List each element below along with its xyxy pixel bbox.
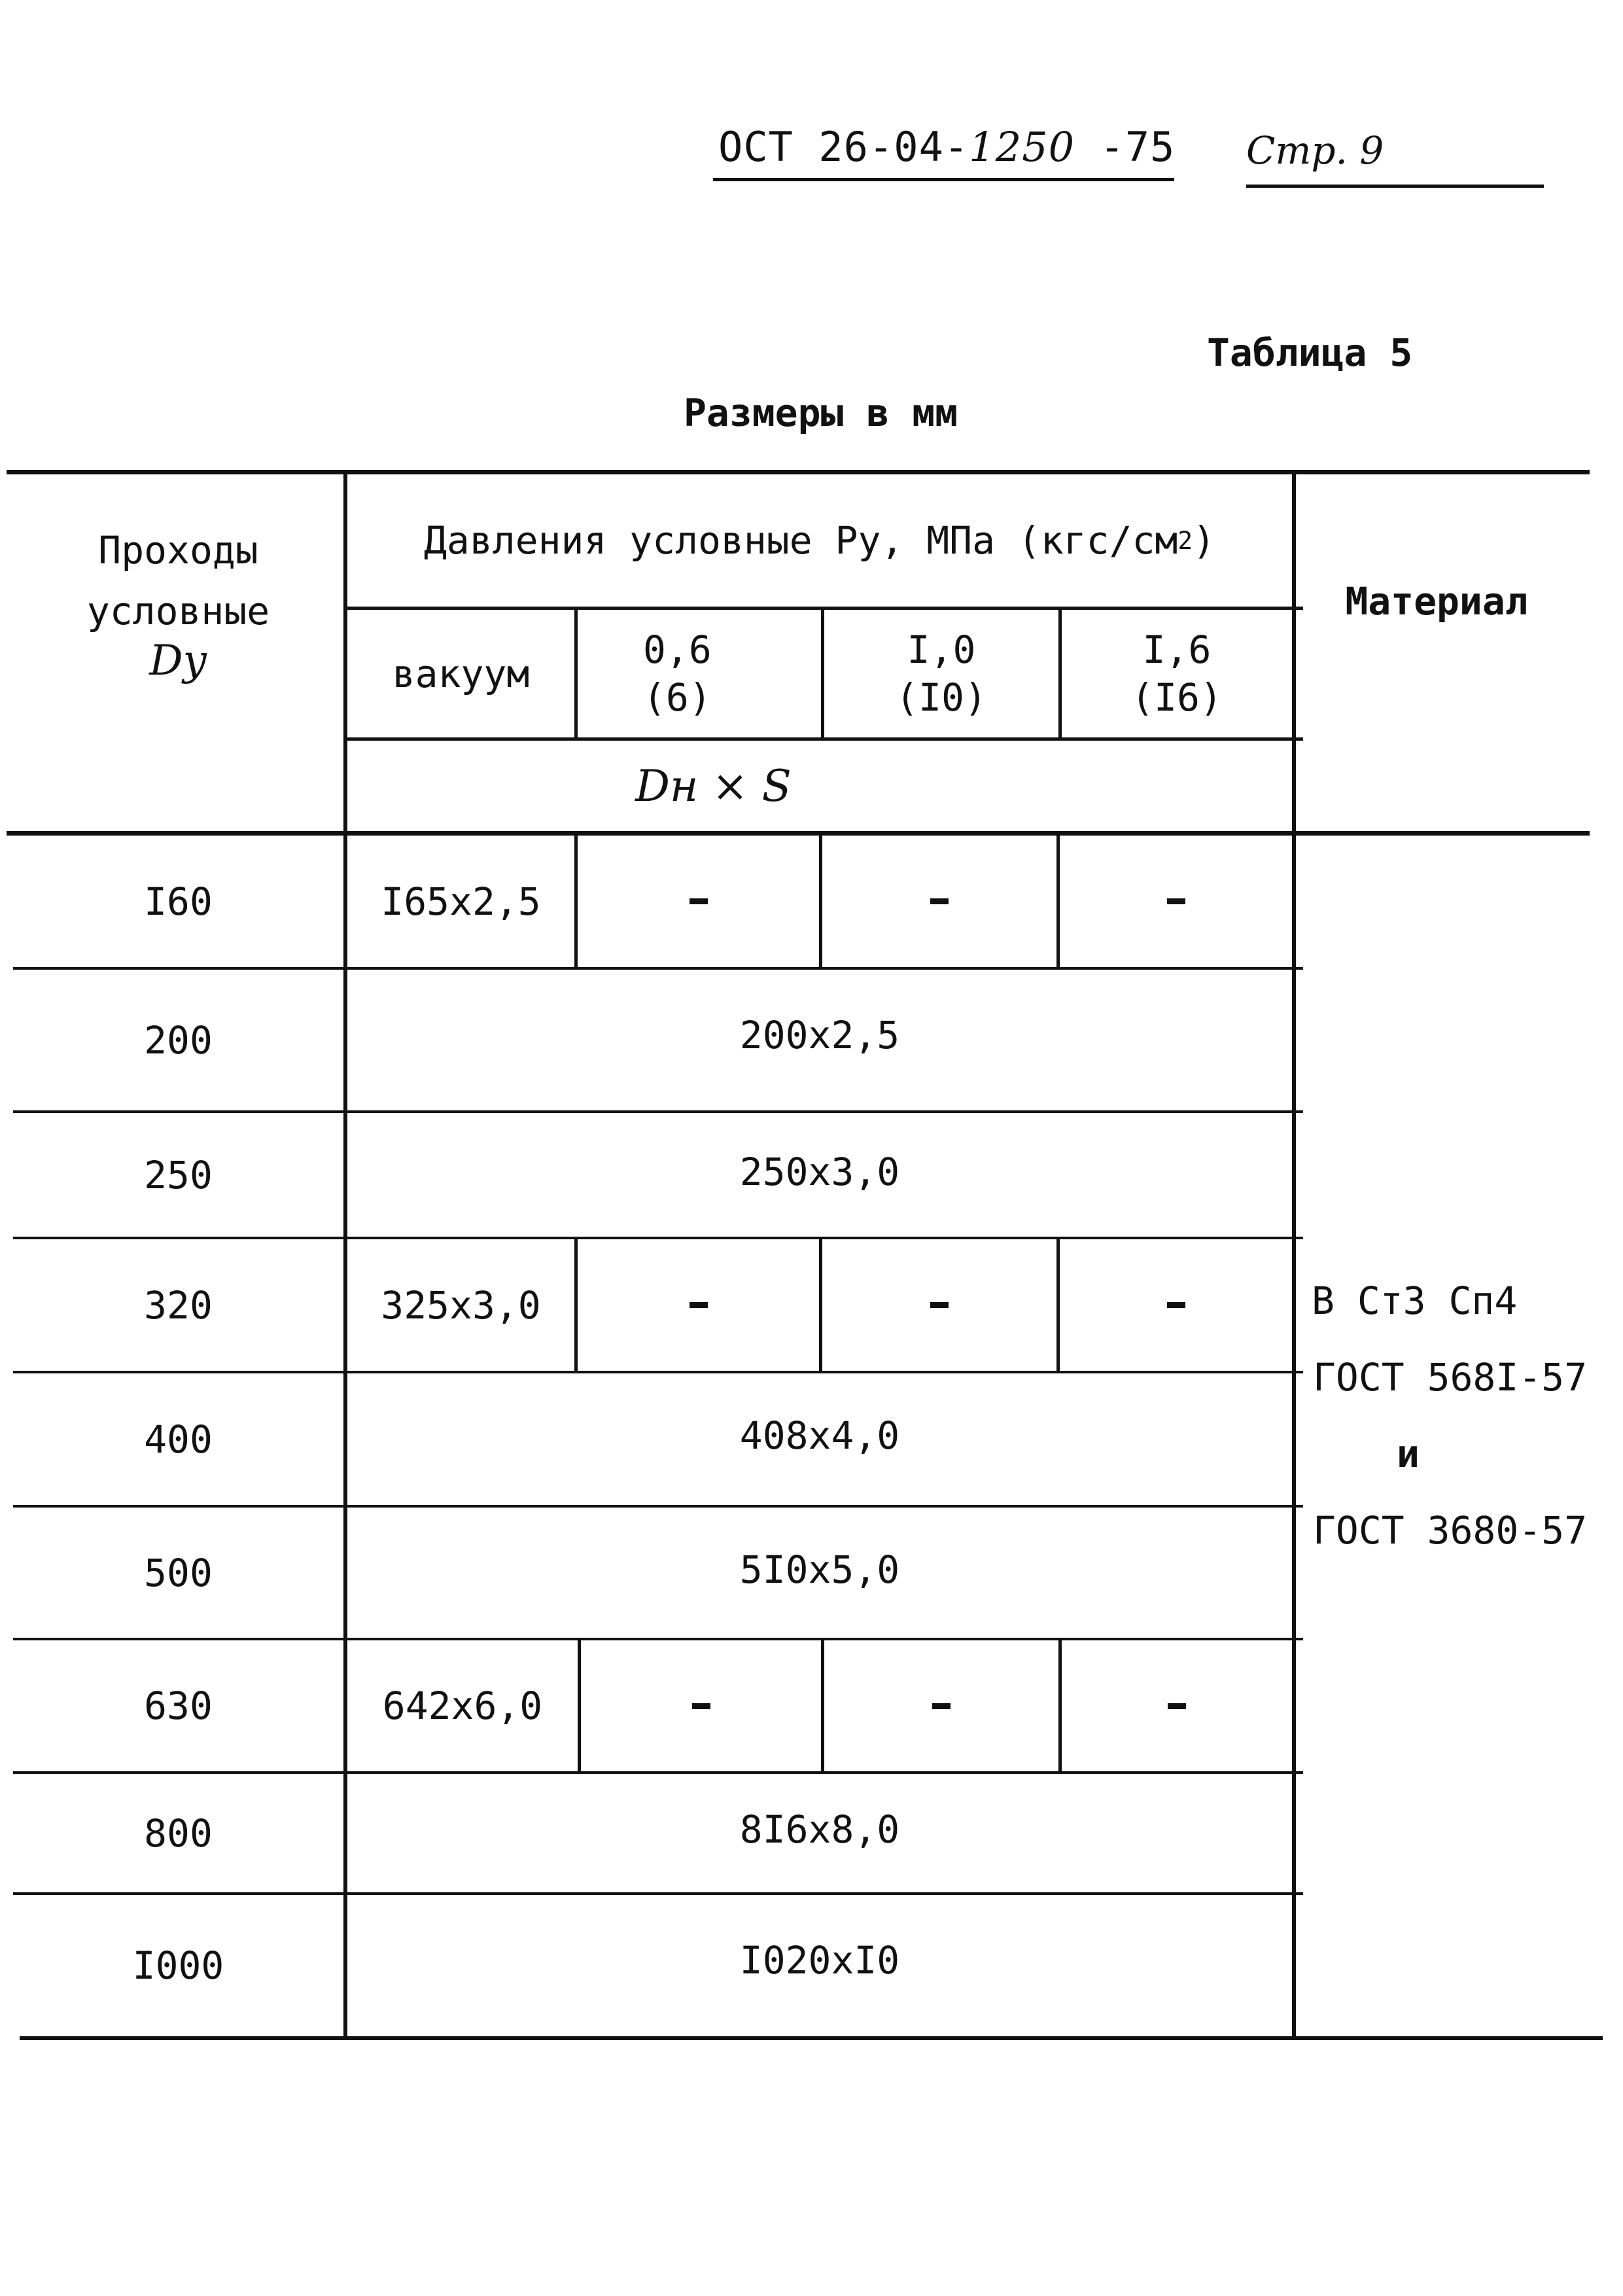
dash-mark — [689, 898, 708, 904]
row-7-p16 — [1062, 1640, 1292, 1771]
header-vacuum-text: вакуум — [392, 651, 530, 696]
row-4-vacuum: 325x3,0 — [381, 1282, 541, 1328]
row-9-merged: I020xI0 — [739, 1938, 900, 1983]
dash-mark — [932, 1703, 951, 1709]
material-line-3: и — [1397, 1432, 1420, 1476]
header-p16 — [1062, 610, 1292, 737]
row-8-dy: 800 — [144, 1810, 213, 1856]
material-line-1: В Ст3 Сп4 — [1312, 1279, 1518, 1323]
row-3-dy: 250 — [144, 1152, 213, 1197]
header-p16-value: I,6 — [1142, 627, 1212, 672]
row-8-merged: 8I6x8,0 — [739, 1807, 900, 1852]
document-code-suffix: -75 — [1075, 123, 1176, 171]
document-code-prefix: ОСТ 26-04- — [718, 123, 969, 171]
rule-top — [7, 470, 1590, 474]
rule-bottom — [20, 2036, 1603, 2040]
material-cell — [1305, 1263, 1593, 1569]
row-2-merged: 200x2,5 — [739, 1013, 900, 1057]
material-line-4: ГОСТ 3680-57 — [1313, 1508, 1588, 1553]
header-p10-kgf: (I0) — [896, 675, 987, 720]
header-passage-symbol: Dу — [149, 637, 207, 685]
row-9-dy: I000 — [132, 1943, 224, 1988]
page-label-underline — [1246, 185, 1544, 188]
row-1-dy: I60 — [144, 879, 213, 924]
header-p06-kgf: (6) — [643, 675, 712, 720]
row-4-p16 — [1060, 1239, 1292, 1371]
row-2-dy: 200 — [144, 1017, 213, 1063]
rule-header-bottom — [7, 831, 1590, 836]
header-p10-value: I,0 — [907, 627, 976, 672]
row-5-dy: 400 — [144, 1417, 213, 1462]
row-7-p06 — [581, 1640, 821, 1771]
dash-mark — [1167, 898, 1185, 904]
material-line-2: ГОСТ 568I-57 — [1313, 1355, 1588, 1400]
row-1-p10 — [822, 836, 1056, 967]
page-label: Стр. 9 — [1246, 128, 1384, 173]
document-code-underline — [713, 178, 1174, 181]
row-4-p10 — [822, 1239, 1056, 1371]
units-caption: Размеры в мм — [684, 391, 958, 435]
dash-mark — [930, 898, 949, 904]
header-material-text: Материал — [1345, 579, 1528, 624]
header-material — [1296, 474, 1577, 756]
dash-mark — [930, 1302, 949, 1308]
dash-mark — [689, 1302, 708, 1308]
table-caption: Таблица 5 — [1207, 330, 1413, 375]
row-3-merged: 250x3,0 — [739, 1150, 900, 1194]
row-6-dy: 500 — [144, 1550, 213, 1595]
header-dimension-symbol — [347, 741, 1292, 831]
header-vacuum — [347, 610, 574, 737]
row-7-dy: 630 — [144, 1684, 213, 1728]
row-1-vacuum: I65x2,5 — [381, 879, 541, 924]
header-passage-line1: Проходы — [98, 528, 258, 573]
header-passage — [13, 474, 343, 831]
dash-mark — [1167, 1302, 1185, 1308]
header-p06-value: 0,6 — [643, 627, 712, 672]
row-5-merged: 408x4,0 — [739, 1413, 900, 1458]
document-code-number: 1250 — [969, 123, 1075, 171]
header-pressure-sup: 2 — [1178, 526, 1193, 555]
header-dimension-symbol-text: Dн × S — [635, 760, 792, 811]
row-7-p10 — [824, 1640, 1058, 1771]
row-1-p16 — [1060, 836, 1292, 967]
header-pressure — [347, 474, 1292, 607]
dash-mark — [1168, 1703, 1186, 1709]
header-p06 — [578, 610, 821, 737]
header-p10 — [824, 610, 1058, 737]
row-7-vacuum: 642x6,0 — [382, 1684, 543, 1728]
document-code — [718, 123, 1175, 171]
row-4-p06 — [578, 1239, 819, 1371]
row-4-dy: 320 — [144, 1282, 213, 1328]
header-pressure-text: Давления условные Ру, МПа (кгс/см — [424, 518, 1178, 563]
row-1-p06 — [578, 836, 819, 967]
dash-mark — [692, 1703, 710, 1709]
header-pressure-close: ) — [1193, 518, 1215, 563]
header-p16-kgf: (I6) — [1131, 675, 1223, 720]
header-passage-line2: условные — [86, 588, 270, 633]
row-6-merged: 5I0x5,0 — [739, 1547, 900, 1592]
